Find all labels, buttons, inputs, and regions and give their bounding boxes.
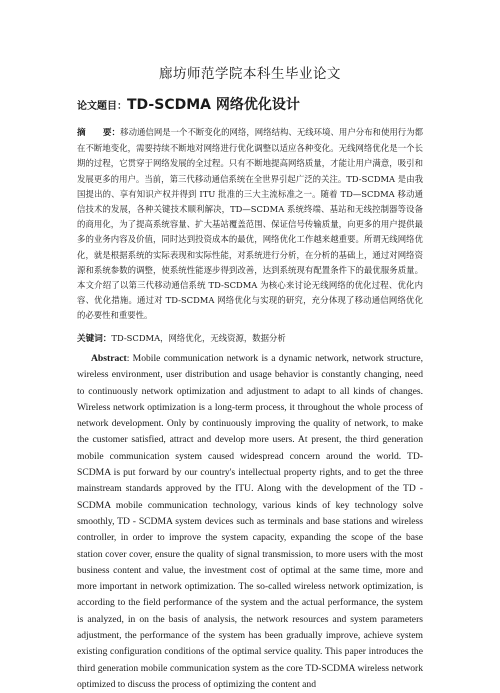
thesis-title: TD-SCDMA 网络优化设计 <box>127 97 300 113</box>
english-abstract <box>77 351 423 693</box>
chinese-abstract-text: 移动通信网是一个不断变化的网络，网络结构、无线环境、用户分布和使用行为都在不断地变化，需要持续不断地对网络进行优化调整以适应各种变化。无线网络优化是一个长期的过程，它贯穿于网络发展的全过程。只有不断地提高网络质量，才能让用户满意，吸引和发展更多的用户。当前，第三代移动通信系统在全世界引起广泛的关注。TD-SCDMA 是由我国提出的、享有知识产权并得到 ITU 批准的三大主流标准之一。随着 TD—SCDMA 移动通信技术的发展，各种关键技术顺利解决，TD—SCDMA 系统终端、基站和无线控制器等设备的商用化，为了提高系统容量、扩大基站覆盖范围、保证信号传输质量，向更多的用户提供最多的业务内容及价值，同时达到投资成本的最优，网络优化工作越来越重要。所谓无线网络优化，就是根据系统的实际表现和实际性能，对系统进行分析，在分析的基础上，通过对网络资源和系统参数的调整，使系统性能逐步得到改善，达到系统现有配置条件下的最优服务质量。本文介绍了以第三代移动通信系统 TD-SCDMA 为核心来讨论无线网络的优化过程、优化内容、优化措施。通过对 TD-SCDMA 网络优化与实现的研究，充分体现了移动通信网络优化的必要性和重要性。 <box>77 127 423 321</box>
english-abstract-text: : Mobile communication network is a dynamic network, network structure, wireless environment, user distribution and usage behavior is constantly changing, need to continuously network optimization and adjustment to adapt to all kinds of changes. Wireless network optimization is a long-term process, it throughout the whole process of network development. Only by continuously improving the quality of network, to make the customer satisfied, attract and develop more users. At present, the third generation mobile communication system caused widespread concern around the world. TD-SCDMA is put forward by our country's intellectual property rights, and to get the three mainstream standards approved by the ITU. Along with the development of the TD - SCDMA mobile communication technology, various kinds of key technology solve smoothly, TD - SCDMA system devices such as terminals and base stations and wireless controller, in order to improve the system capacity, expanding the scope of the base station cover cover, ensure the quality of signal transmission, to more users with the most business content and value, the investment cost of optimal at the same time, more and more important in network optimization. The so-called wireless network optimization, is according to the field performance of the system and the actual performance, the system is analyzed, in on the basis of analysis, the network resources and system parameters adjustment, the performance of the system has been gradually improve, achieve system existing configuration conditions of the optimal service quality. This paper introduces the third generation mobile communication system as the core TD-SCDMA wireless network optimized to discuss the process of optimizing the content and <box>77 353 423 690</box>
chinese-keywords-text: TD-SCDMA，网络优化，无线资源，数据分析 <box>111 333 286 343</box>
thesis-title-row <box>77 94 477 114</box>
chinese-abstract <box>77 125 423 324</box>
chinese-keywords-label: 关键词： <box>77 334 112 344</box>
title-label: 论文题目： <box>77 101 127 112</box>
chinese-abstract-label: 摘 要： <box>77 128 121 138</box>
english-abstract-label: Abstract <box>91 353 127 364</box>
document-header: 廊坊师范学院本科生毕业论文 <box>159 66 341 82</box>
chinese-keywords <box>77 332 423 344</box>
